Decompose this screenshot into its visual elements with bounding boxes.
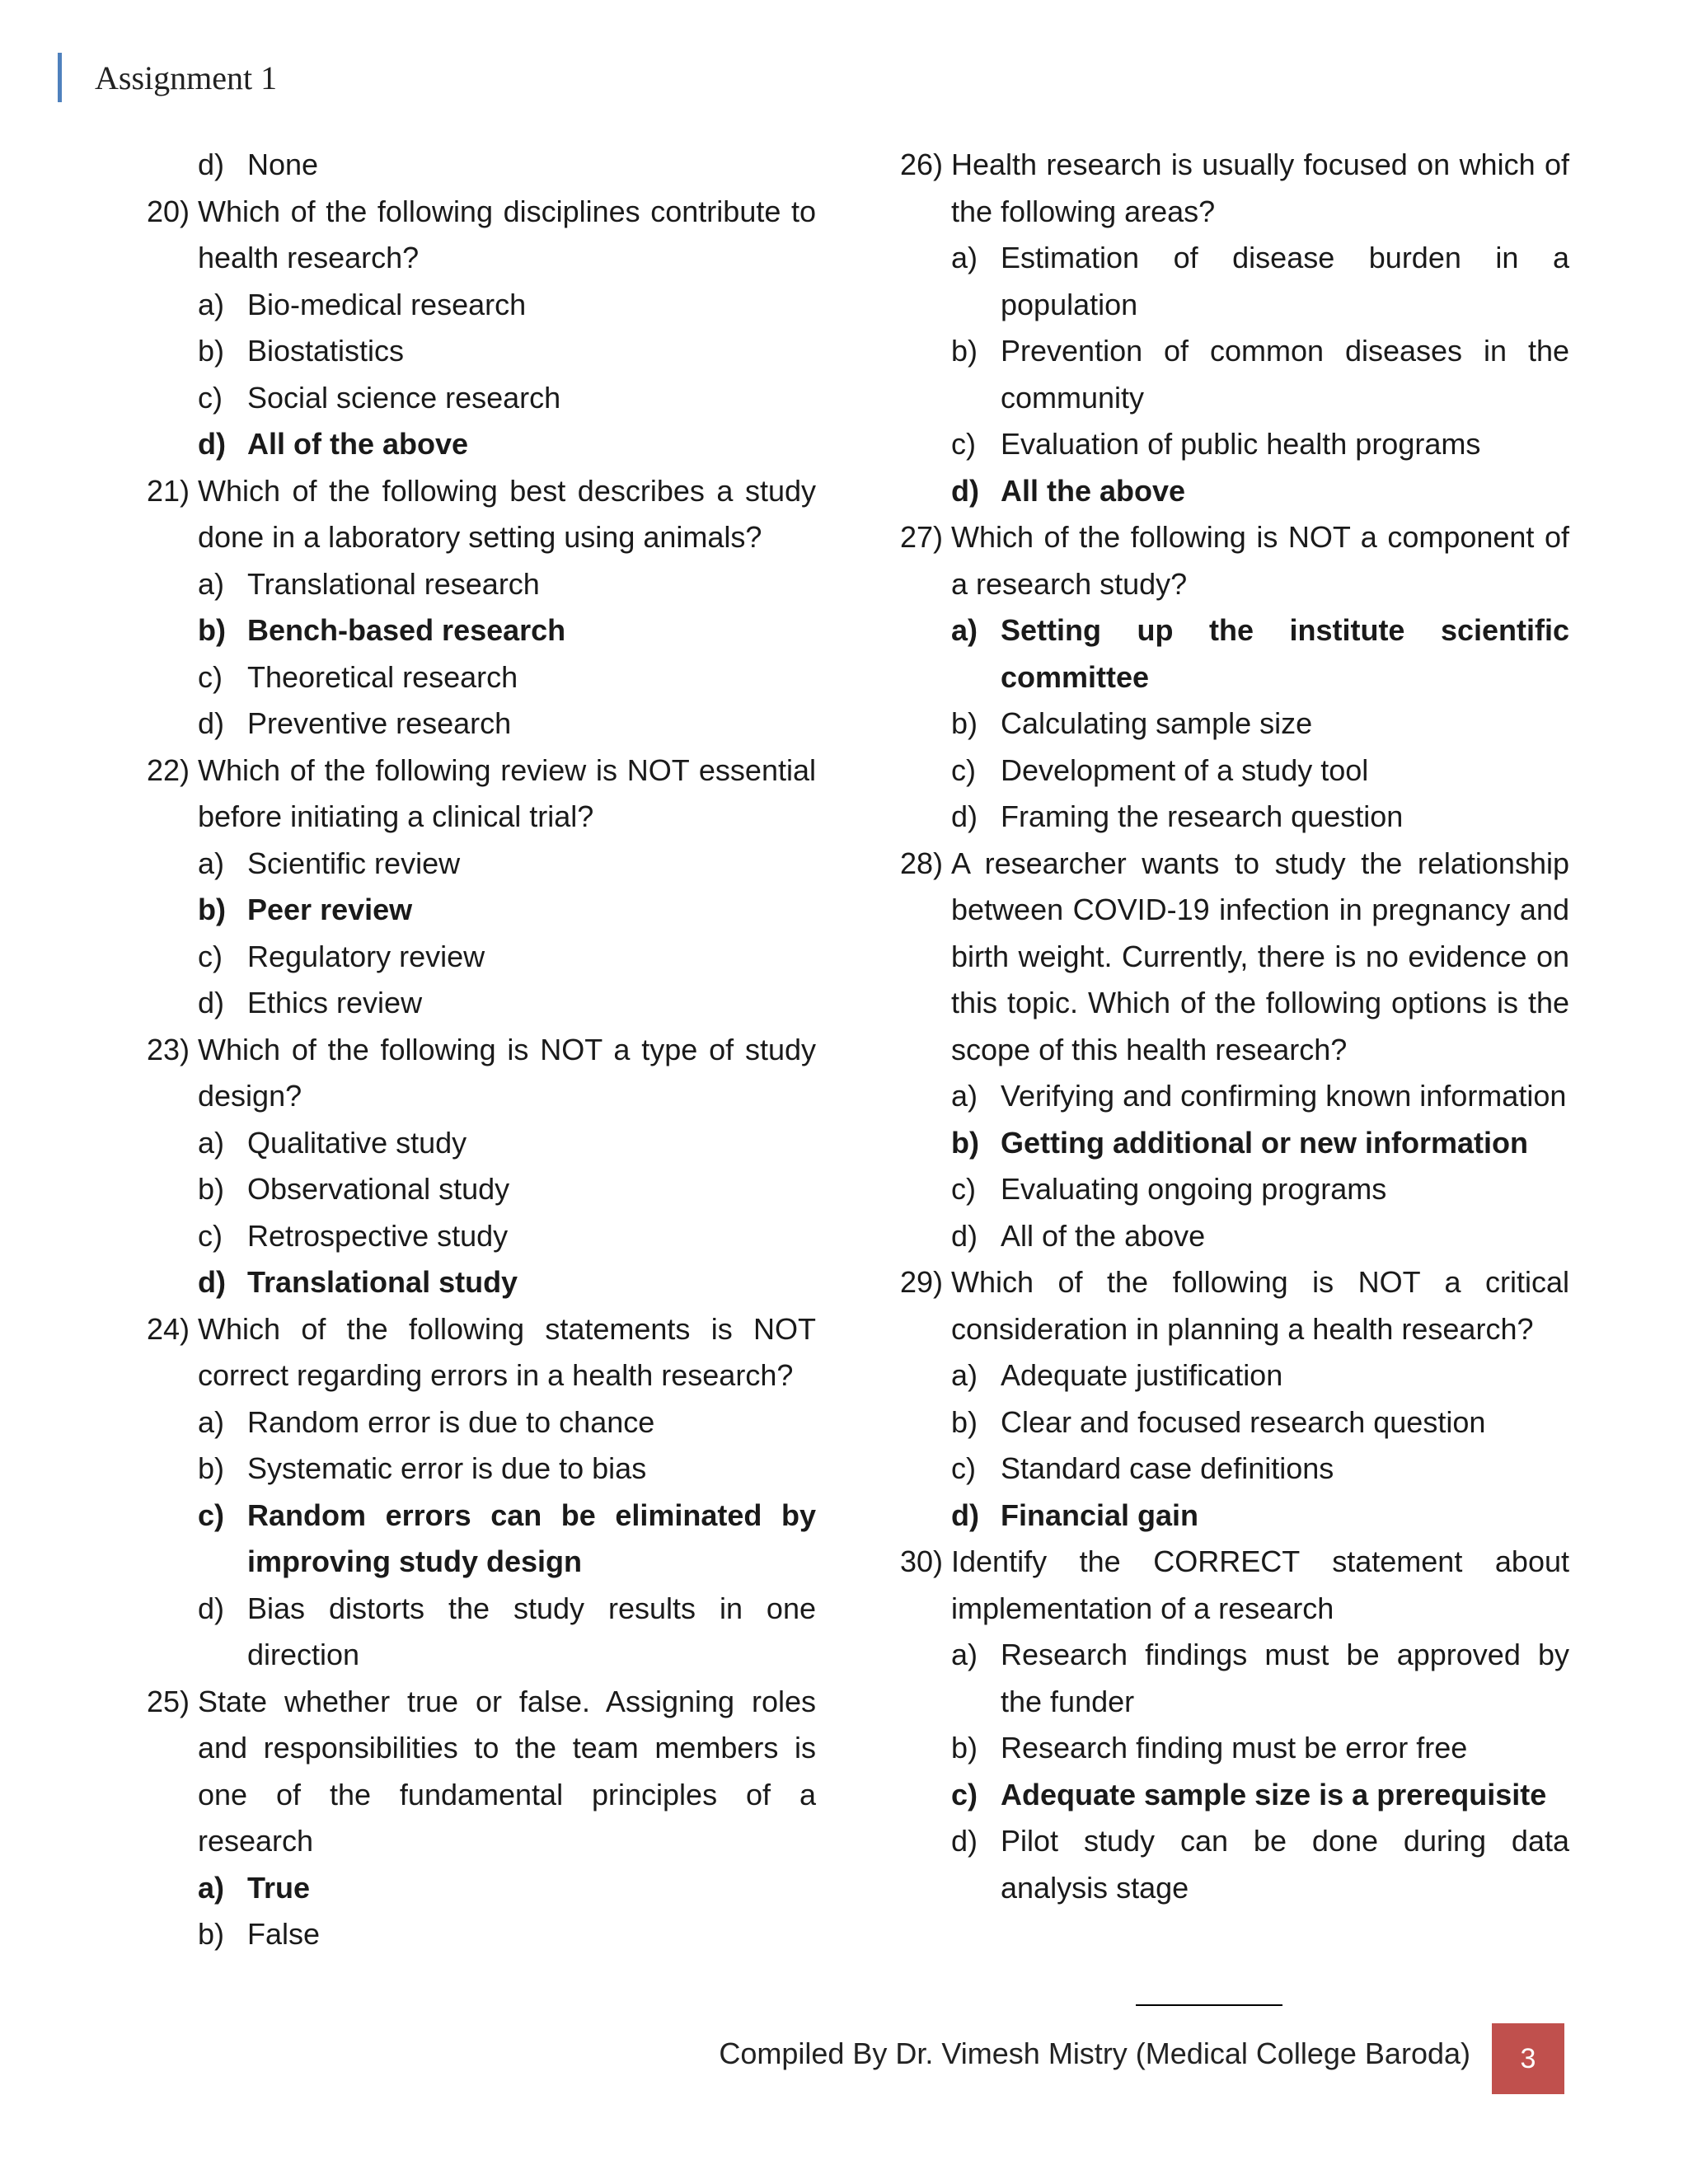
- footer-separator: [1136, 2004, 1282, 2006]
- option-letter: d): [951, 473, 979, 508]
- option-letter: c): [951, 1172, 976, 1206]
- option-text: Setting up the institute scientific committee: [1001, 613, 1569, 694]
- right-column: [900, 142, 1569, 1911]
- correct-option-row: [951, 1493, 1569, 1540]
- option-letter: c): [198, 659, 223, 694]
- question-number: 22): [147, 752, 190, 787]
- question-number: 25): [147, 1684, 190, 1718]
- option-row: [198, 1446, 816, 1493]
- option-row: [198, 1213, 816, 1260]
- correct-option-row: [198, 1259, 816, 1306]
- option-text: Prevention of common diseases in the community: [1001, 334, 1569, 415]
- option-letter: b): [951, 1731, 978, 1765]
- option-text: Estimation of disease burden in a population: [1001, 241, 1569, 321]
- question-row: [147, 748, 816, 841]
- question-row: [147, 1306, 816, 1399]
- question-number: 27): [900, 520, 944, 554]
- question-text: A researcher wants to study the relationship between COVID-19 infection in pregnancy and birth weight. Currently, there is no evidence on this topic. Which of the following options is the scope of this health research?: [951, 846, 1569, 1066]
- option-row: [951, 1352, 1569, 1399]
- option-text: All of the above: [247, 427, 469, 461]
- option-row: [951, 235, 1569, 328]
- option-letter: a): [198, 1870, 225, 1905]
- option-letter: c): [951, 1777, 978, 1811]
- option-text: False: [247, 1917, 321, 1951]
- question-text: Which of the following is NOT a critical consideration in planning a health research?: [951, 1265, 1569, 1346]
- option-letter: d): [951, 1824, 978, 1858]
- option-text: Development of a study tool: [1001, 752, 1369, 787]
- option-letter: b): [198, 1451, 225, 1485]
- option-text: Evaluation of public health programs: [1001, 427, 1481, 461]
- option-letter: a): [198, 566, 225, 601]
- question-number: 21): [147, 473, 190, 508]
- question-number: 24): [147, 1311, 190, 1346]
- option-row: [198, 980, 816, 1027]
- option-letter: c): [951, 752, 976, 787]
- correct-option-row: [198, 607, 816, 654]
- option-text: Research findings must be approved by the funder: [1001, 1638, 1569, 1718]
- header-accent-bar: [58, 53, 62, 102]
- option-text: Regulatory review: [247, 939, 485, 973]
- option-text: Translational research: [247, 566, 540, 601]
- question-text: Which of the following disciplines contribute to health research?: [198, 194, 816, 274]
- option-letter: b): [198, 334, 225, 368]
- correct-option-row: [198, 1493, 816, 1586]
- option-text: Systematic error is due to bias: [247, 1451, 647, 1485]
- question-text: Which of the following is NOT a component of a research study?: [951, 520, 1569, 601]
- option-text: Financial gain: [1001, 1497, 1199, 1532]
- option-text: Translational study: [247, 1265, 518, 1299]
- option-letter: a): [951, 1358, 978, 1392]
- option-row: [198, 1399, 816, 1446]
- option-text: Evaluating ongoing programs: [1001, 1172, 1387, 1206]
- question-row: [147, 1027, 816, 1120]
- question-text: Which of the following statements is NOT correct regarding errors in a health research?: [198, 1311, 816, 1392]
- option-letter: a): [951, 241, 978, 274]
- option-letter: c): [951, 427, 976, 461]
- question-row: [900, 142, 1569, 235]
- option-letter: d): [198, 1591, 225, 1625]
- question-text: Which of the following best describes a study done in a laboratory setting using animals?: [198, 473, 816, 554]
- option-letter: b): [951, 1404, 978, 1439]
- option-text: Scientific review: [247, 846, 461, 880]
- option-text: All the above: [1001, 473, 1186, 508]
- question-row: [147, 189, 816, 282]
- question-text: State whether true or false. Assigning roles and responsibilities to the team members is one of the fundamental principles of a research: [198, 1684, 816, 1858]
- question-number: 26): [900, 148, 944, 181]
- option-text: Social science research: [247, 380, 561, 415]
- page-title: Assignment 1: [95, 59, 278, 96]
- option-row: [198, 561, 816, 608]
- question-number: 29): [900, 1265, 944, 1299]
- question-number: 20): [147, 194, 190, 228]
- question-text: Which of the following is NOT a type of study design?: [198, 1032, 816, 1113]
- option-letter: c): [198, 380, 223, 415]
- option-letter: d): [951, 799, 978, 833]
- option-letter: a): [198, 1125, 225, 1160]
- question-number: 28): [900, 846, 944, 880]
- option-letter: b): [951, 334, 978, 368]
- option-letter: a): [951, 1638, 978, 1671]
- option-text: Random errors can be eliminated by improving study design: [247, 1497, 816, 1578]
- option-text: Calculating sample size: [1001, 706, 1313, 740]
- option-row: [198, 841, 816, 888]
- option-letter: d): [198, 148, 225, 181]
- question-row: [147, 468, 816, 561]
- page-number-badge: 3: [1492, 2023, 1564, 2094]
- question-number: 30): [900, 1544, 944, 1578]
- option-letter: d): [198, 706, 225, 740]
- option-row: [951, 1632, 1569, 1725]
- question-number: 23): [147, 1032, 190, 1066]
- option-row: [951, 1073, 1569, 1120]
- option-letter: d): [951, 1218, 978, 1253]
- option-text: Getting additional or new information: [1001, 1125, 1528, 1160]
- option-text: Adequate justification: [1001, 1358, 1283, 1392]
- option-letter: c): [198, 1218, 223, 1253]
- option-letter: a): [198, 846, 225, 880]
- option-text: Random error is due to chance: [247, 1404, 655, 1439]
- page-header: [58, 53, 277, 102]
- option-text: Clear and focused research question: [1001, 1404, 1486, 1439]
- option-text: Framing the research question: [1001, 799, 1404, 833]
- option-text: Pilot study can be done during data analysis stage: [1001, 1824, 1569, 1905]
- option-row: [951, 794, 1569, 841]
- option-letter: d): [951, 1497, 979, 1532]
- option-row: [198, 701, 816, 748]
- correct-option-row: [198, 1865, 816, 1912]
- option-letter: c): [198, 939, 223, 973]
- question-row: [147, 1679, 816, 1865]
- option-text: Preventive research: [247, 706, 512, 740]
- option-row: [198, 934, 816, 981]
- option-row: [951, 1818, 1569, 1911]
- correct-option-row: [951, 1772, 1569, 1819]
- question-row: [900, 514, 1569, 607]
- question-row: [900, 1539, 1569, 1632]
- correct-option-row: [198, 887, 816, 934]
- option-row: [951, 328, 1569, 421]
- option-row: [198, 328, 816, 375]
- option-letter: c): [198, 1497, 225, 1532]
- correct-option-row: [951, 1120, 1569, 1167]
- option-letter: a): [198, 1404, 225, 1439]
- option-letter: b): [951, 1125, 979, 1160]
- option-text: Research finding must be error free: [1001, 1731, 1468, 1765]
- option-text: Adequate sample size is a prerequisite: [1001, 1777, 1547, 1811]
- option-row: [951, 1166, 1569, 1213]
- option-row: [951, 1446, 1569, 1493]
- option-letter: b): [951, 706, 978, 740]
- option-letter: d): [198, 986, 225, 1019]
- question-text: Identify the CORRECT statement about implementation of a research: [951, 1544, 1569, 1625]
- option-text: Biostatistics: [247, 334, 405, 368]
- option-text: All of the above: [1001, 1218, 1206, 1253]
- option-letter: b): [198, 1172, 225, 1206]
- left-column: [147, 142, 816, 1958]
- option-row: [951, 748, 1569, 794]
- question-row: [900, 1259, 1569, 1352]
- option-letter: b): [198, 893, 226, 926]
- option-letter: d): [198, 427, 226, 461]
- option-letter: b): [198, 1917, 225, 1951]
- option-text: Bench-based research: [247, 613, 566, 647]
- option-row: [198, 142, 816, 189]
- option-letter: a): [198, 287, 225, 321]
- option-letter: a): [951, 1079, 978, 1113]
- option-text: Bio-medical research: [247, 287, 527, 321]
- option-text: None: [247, 148, 319, 181]
- option-letter: b): [198, 613, 226, 647]
- option-letter: c): [951, 1451, 976, 1485]
- correct-option-row: [951, 607, 1569, 701]
- option-letter: d): [198, 1265, 226, 1299]
- option-row: [951, 701, 1569, 748]
- option-row: [198, 282, 816, 329]
- option-text: Peer review: [247, 893, 413, 926]
- option-text: Observational study: [247, 1172, 510, 1206]
- option-text: Retrospective study: [247, 1218, 509, 1253]
- option-row: [198, 375, 816, 422]
- question-row: [900, 841, 1569, 1074]
- option-row: [198, 1166, 816, 1213]
- option-text: Ethics review: [247, 986, 423, 1019]
- option-text: Bias distorts the study results in one direction: [247, 1591, 816, 1671]
- option-row: [951, 1725, 1569, 1772]
- option-row: [951, 1213, 1569, 1260]
- option-letter: a): [951, 613, 978, 647]
- option-text: Theoretical research: [247, 659, 518, 694]
- option-text: Qualitative study: [247, 1125, 467, 1160]
- correct-option-row: [198, 421, 816, 468]
- correct-option-row: [951, 468, 1569, 515]
- option-row: [951, 421, 1569, 468]
- option-text: Verifying and confirming known information: [1001, 1079, 1567, 1113]
- option-text: Standard case definitions: [1001, 1451, 1334, 1485]
- option-row: [951, 1399, 1569, 1446]
- question-text: Which of the following review is NOT essential before initiating a clinical trial?: [198, 752, 816, 833]
- option-row: [198, 654, 816, 701]
- option-text: True: [247, 1870, 311, 1905]
- footer-credit: Compiled By Dr. Vimesh Mistry (Medical College Baroda): [719, 2036, 1470, 2070]
- option-row: [198, 1586, 816, 1679]
- option-row: [198, 1911, 816, 1958]
- option-row: [198, 1120, 816, 1167]
- question-text: Health research is usually focused on which of the following areas?: [951, 148, 1569, 228]
